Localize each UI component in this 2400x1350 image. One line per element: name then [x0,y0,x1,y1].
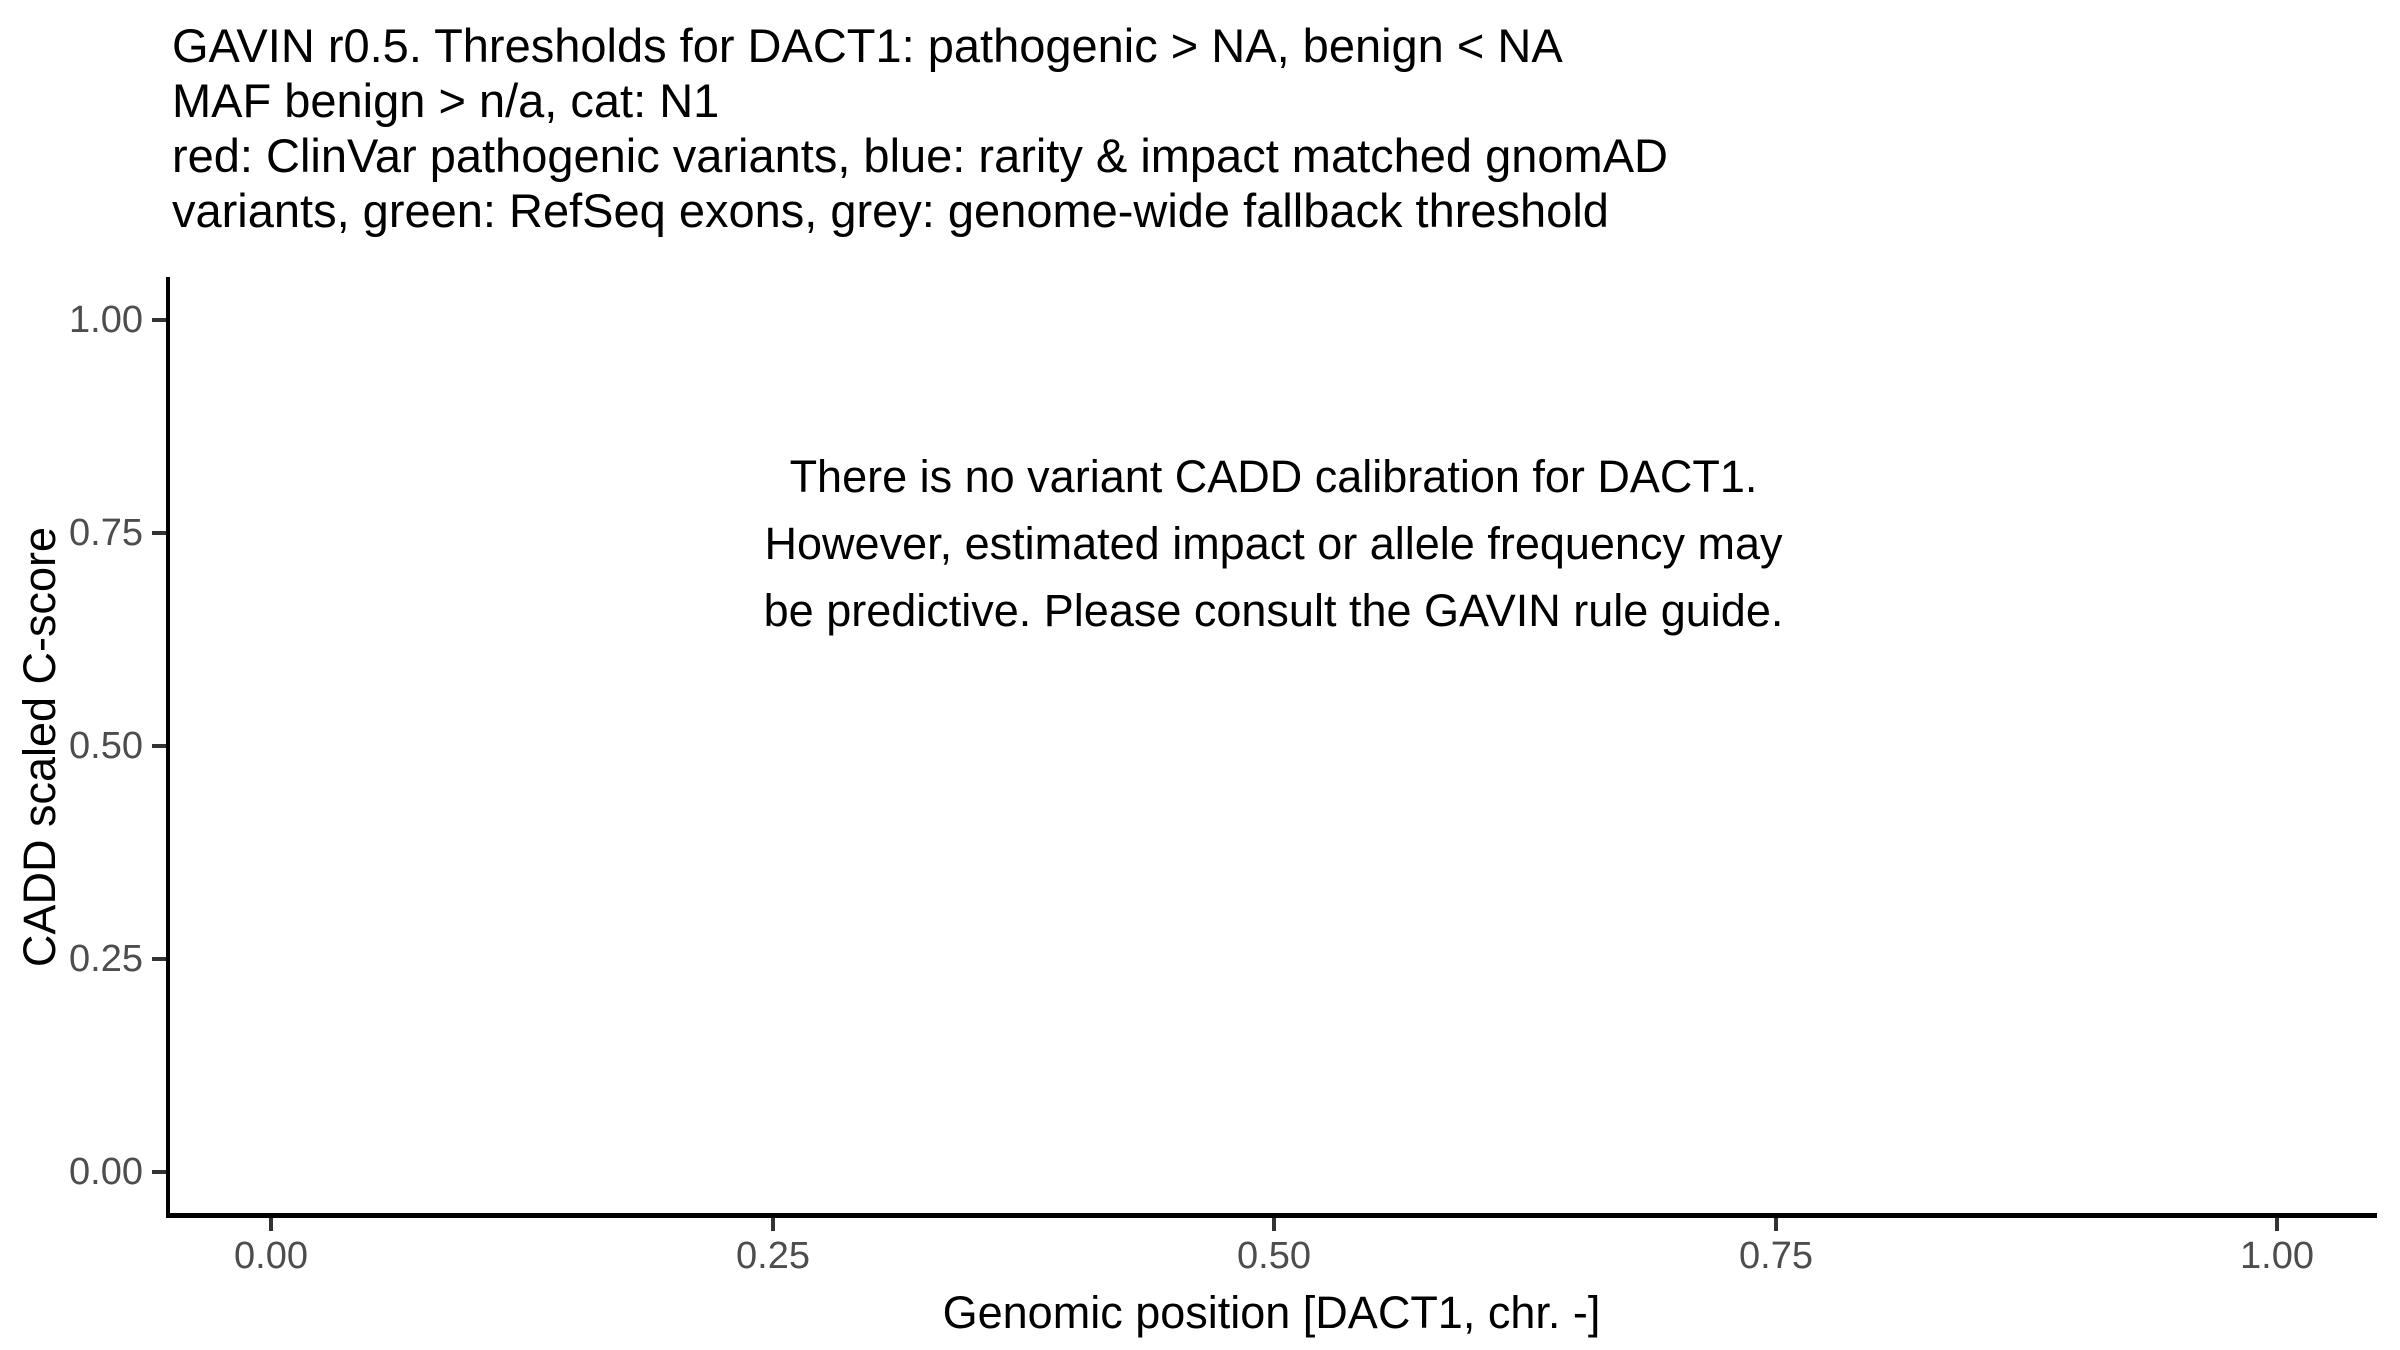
x-tick-mark [269,1218,273,1231]
y-tick-label: 0.50 [69,725,143,767]
y-axis-title: CADD scaled C-score [14,526,65,968]
no-calibration-message [764,443,1784,644]
plot-title-line-2: MAF benign > n/a, cat: N1 [172,74,720,127]
x-tick-label: 0.75 [1739,1235,1813,1277]
y-tick-label: 1.00 [69,299,143,341]
y-tick-mark [152,957,166,961]
annotation-line-1: There is no variant CADD calibration for DACT1. [789,451,1758,502]
x-tick-mark [1272,1218,1276,1231]
y-tick-label: 0.25 [69,938,143,980]
plot-panel [166,277,2377,1218]
x-tick-mark [2275,1218,2279,1231]
x-axis-title: Genomic position [DACT1, chr. -] [942,1287,1601,1338]
y-tick-mark [152,318,166,322]
x-tick-label: 1.00 [2240,1235,2314,1277]
plot-title-line-4: variants, green: RefSeq exons, grey: genome-wide fallback threshold [172,184,1609,237]
annotation-line-3: be predictive. Please consult the GAVIN rule guide. [763,585,1784,636]
annotation-line-2: However, estimated impact or allele frequency may [764,518,1783,569]
x-tick-mark [771,1218,775,1231]
y-tick-mark [152,744,166,748]
y-tick-mark [152,531,166,535]
x-tick-mark [1774,1218,1778,1231]
y-tick-mark [152,1170,166,1174]
plot-title-line-1: GAVIN r0.5. Thresholds for DACT1: pathogenic > NA, benign < NA [172,19,1563,72]
x-tick-label: 0.50 [1237,1235,1311,1277]
y-tick-label: 0.75 [69,512,143,554]
plot-title-line-3: red: ClinVar pathogenic variants, blue: rarity & impact matched gnomAD [172,129,1668,182]
plot-title [172,18,1668,238]
x-tick-label: 0.25 [736,1235,810,1277]
x-tick-label: 0.00 [234,1235,308,1277]
y-tick-label: 0.00 [69,1151,143,1193]
